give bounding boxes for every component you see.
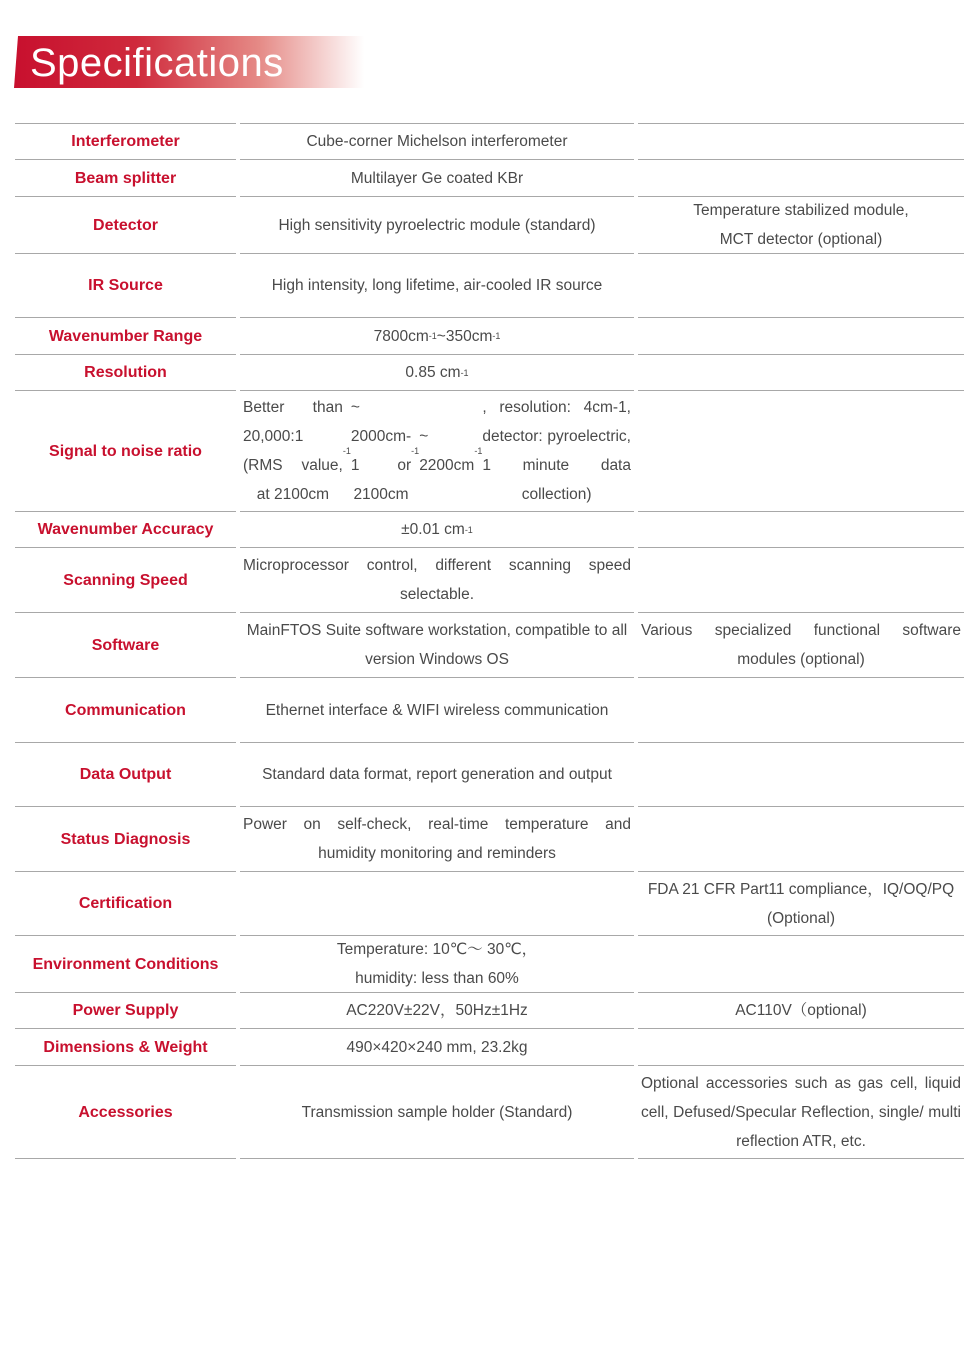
spec-row-status-diagnosis [0, 807, 970, 871]
spec-optional-value [638, 318, 964, 354]
spec-label: Communication [65, 701, 186, 719]
spec-optional-value [638, 355, 964, 390]
spec-standard-value: Microprocessor control, different scanning speed selectable. [243, 557, 631, 603]
spec-standard-value: High sensitivity pyroelectric module (standard) [278, 216, 596, 234]
spec-row-environment-conditions [0, 936, 970, 992]
spec-row-accessories [0, 1066, 970, 1158]
spec-row-certification [0, 872, 970, 935]
spec-row-communication [0, 678, 970, 742]
spec-row-ir-source [0, 254, 970, 317]
spec-standard-value: Cube-corner Michelson interferometer [306, 133, 568, 150]
spec-standard-value: Temperature: 10℃～ 30℃， humidity: less than 60% [336, 941, 538, 987]
spec-label: Detector [93, 216, 158, 234]
spec-optional-value: Temperature stabilized module, MCT detector (optional) [693, 202, 909, 248]
row-divider [638, 1158, 964, 1159]
spec-optional-value [638, 548, 964, 612]
spec-optional-value [638, 512, 964, 547]
spec-optional-value [638, 1029, 964, 1065]
page-title: Specifications [30, 41, 284, 85]
spec-standard-value: High intensity, long lifetime, air-cooled IR source [271, 277, 603, 294]
spec-row-software [0, 613, 970, 677]
spec-row-power-supply [0, 993, 970, 1028]
spec-label: Status Diagnosis [60, 830, 191, 848]
spec-standard-value: 0.85 cm -1 [405, 364, 469, 381]
spec-standard-value: ±0.01 cm -1 [401, 521, 473, 538]
spec-label: Resolution [84, 364, 167, 381]
spec-optional-value [638, 160, 964, 196]
spec-row-data-output [0, 743, 970, 806]
spec-label: Certification [78, 895, 173, 912]
spec-optional-value [638, 391, 964, 511]
spec-label: Data Output [79, 766, 172, 783]
spec-row-resolution [0, 355, 970, 390]
spec-label: Wavenumber Range [48, 327, 203, 345]
spec-row-beam-splitter [0, 160, 970, 196]
spec-row-signal-to-noise [0, 391, 970, 511]
spec-label: Dimensions & Weight [43, 1038, 208, 1056]
spec-standard-value: Standard data format, report generation and output [262, 766, 612, 783]
spec-standard-value: Better than 20,000:1 (RMS value, at 2100cm -1 ~ 2000cm-1 or 2100cm -1 ~ 2200cm -1 , resolution: 4cm-1, detector: pyroelectric, 1 minute data collection) [243, 399, 631, 503]
spec-row-detector [0, 197, 970, 253]
spec-optional-value: AC110V（optional) [735, 1002, 867, 1019]
spec-standard-value: Power on self-check, real-time temperature and humidity monitoring and reminders [243, 816, 631, 862]
spec-label: Environment Conditions [32, 955, 219, 973]
spec-optional-value [638, 743, 964, 806]
spec-row-wavenumber-range [0, 318, 970, 354]
spec-optional-value [638, 678, 964, 742]
spec-row-interferometer [0, 124, 970, 159]
spec-standard-value: Transmission sample holder (Standard) [301, 1103, 573, 1121]
spec-standard-value: 7800cm -1 ~350cm -1 [373, 327, 501, 345]
spec-standard-value: AC220V±22V，50Hz±1Hz [346, 1002, 528, 1019]
spec-optional-value: Various specialized functional software modules (optional) [641, 622, 961, 668]
spec-optional-value: Optional accessories such as gas cell, liquid cell, Defused/Specular Reflection, single/ multi reflection ATR, etc. [641, 1074, 961, 1150]
spec-label: Software [91, 636, 160, 654]
spec-standard-value: MainFTOS Suite software workstation, compatible to all version Windows OS [246, 622, 628, 668]
spec-label: Wavenumber Accuracy [37, 521, 214, 538]
spec-optional-value [638, 254, 964, 317]
row-divider [240, 1158, 634, 1159]
spec-optional-value [638, 124, 964, 159]
spec-optional-value: FDA 21 CFR Part11 compliance，IQ/OQ/PQ (Optional) [647, 880, 955, 927]
spec-standard-value [240, 872, 634, 935]
spec-row-wavenumber-accuracy [0, 512, 970, 547]
spec-optional-value [638, 936, 964, 992]
spec-standard-value: Ethernet interface & WIFI wireless communication [265, 701, 609, 719]
row-divider [15, 1158, 236, 1159]
spec-label: Scanning Speed [63, 571, 188, 589]
spec-label: Accessories [78, 1103, 173, 1121]
spec-label: Beam splitter [74, 169, 177, 187]
spec-label: IR Source [88, 277, 163, 294]
spec-label: Signal to noise ratio [49, 442, 202, 460]
spec-row-dimensions-weight [0, 1029, 970, 1065]
spec-standard-value: Multilayer Ge coated KBr [350, 169, 524, 187]
spec-label: Interferometer [71, 133, 180, 150]
spec-optional-value [638, 807, 964, 871]
spec-standard-value: 490×420×240 mm, 23.2kg [346, 1038, 528, 1056]
spec-label: Power Supply [72, 1002, 179, 1019]
spec-row-scanning-speed [0, 548, 970, 612]
